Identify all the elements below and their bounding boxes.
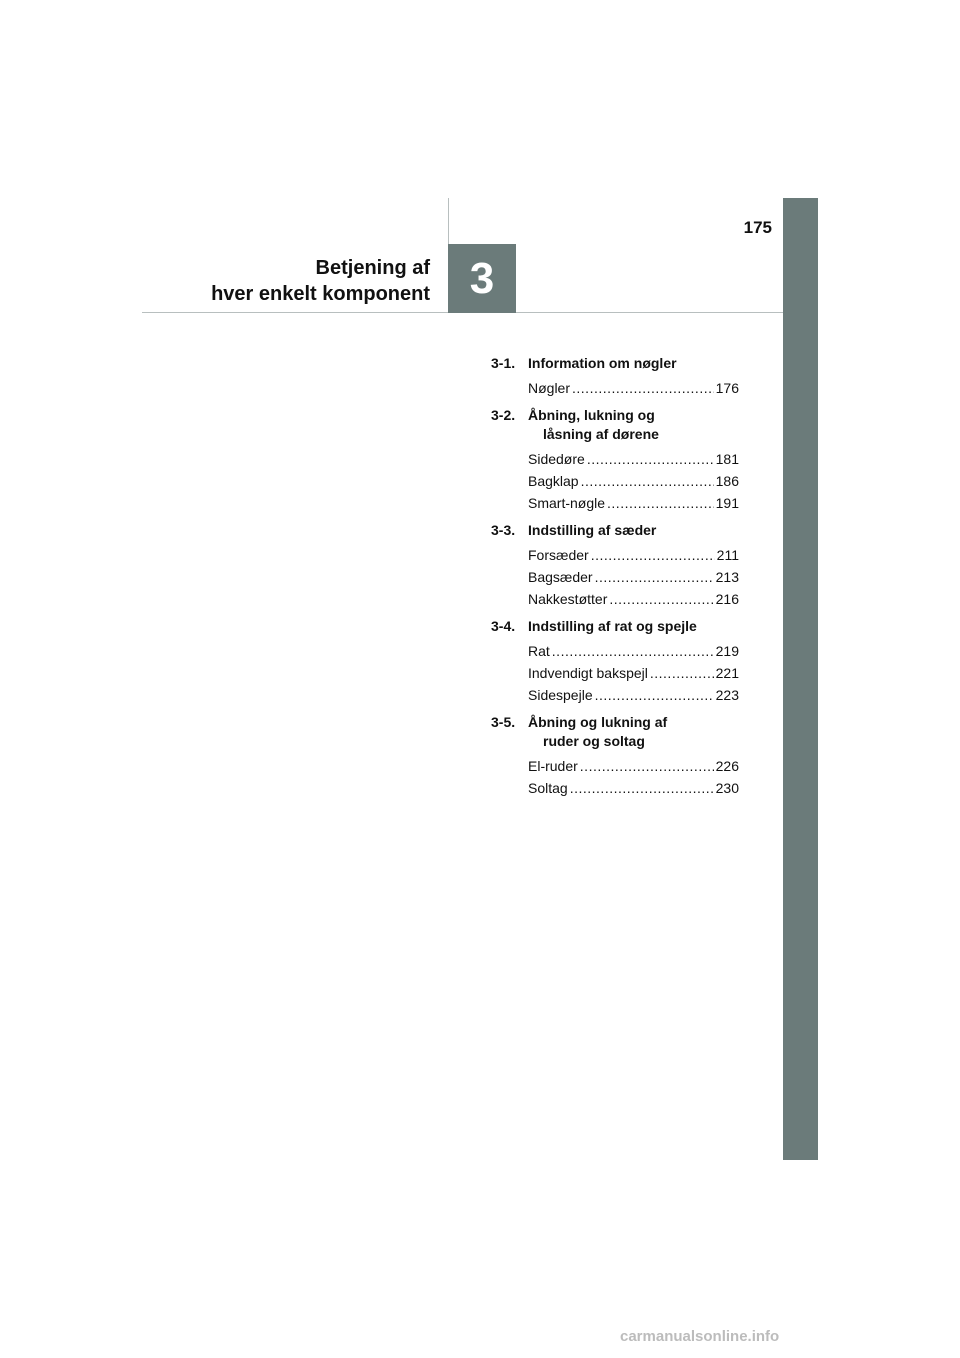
section-title	[528, 521, 739, 540]
entry-label: Bagklap	[528, 473, 579, 489]
toc-entry-smart-nogle[interactable]	[491, 492, 739, 514]
dot-leader	[650, 662, 714, 684]
chapter-number-box	[448, 244, 516, 313]
entry-page: 226	[715, 758, 739, 774]
entry-page: 216	[715, 591, 739, 607]
vertical-rule	[448, 198, 449, 244]
toc-entry-forsaeder[interactable]	[491, 544, 739, 566]
entry-label: Nakkestøtter	[528, 591, 608, 607]
entry-label: Bagsæder	[528, 569, 593, 585]
page-number: 175	[743, 218, 772, 237]
chapter-side-tab	[783, 198, 818, 1160]
entry-label: Smart-nøgle	[528, 495, 606, 511]
dot-leader	[587, 448, 714, 470]
entry-label: Sidespejle	[528, 687, 593, 703]
entry-page: 211	[716, 547, 739, 563]
toc-section-heading[interactable]	[491, 521, 739, 540]
entry-label: Soltag	[528, 780, 568, 796]
chapter-number: 3	[469, 253, 495, 303]
toc-section-heading[interactable]	[491, 617, 739, 636]
toc-entry-el-ruder[interactable]	[491, 755, 739, 777]
entry-label: Nøgler	[528, 380, 571, 396]
section-title-line: Information om nøgler	[528, 355, 677, 371]
section-number: 3-1.	[491, 355, 516, 371]
toc-section-3-3	[491, 521, 739, 610]
dot-leader	[609, 588, 713, 610]
toc-entry-bagsaeder[interactable]	[491, 566, 739, 588]
section-title	[528, 406, 739, 444]
dot-leader	[595, 684, 714, 706]
section-title-line: Åbning, lukning og	[528, 407, 655, 423]
dot-leader	[552, 640, 714, 662]
section-title	[528, 617, 739, 636]
toc-entry-bagklap[interactable]	[491, 470, 739, 492]
watermark: carmanualsonline.info	[620, 1328, 780, 1345]
entry-page: 230	[715, 780, 739, 796]
entry-page: 181	[715, 451, 739, 467]
chapter-title-line-1: Betjening af	[315, 257, 430, 279]
dot-leader	[607, 492, 714, 514]
section-number: 3-4.	[491, 618, 516, 634]
toc-section-3-2	[491, 406, 739, 514]
dot-leader	[580, 755, 714, 777]
entry-page: 186	[715, 473, 739, 489]
toc-entry-sidespejle[interactable]	[491, 684, 739, 706]
section-number: 3-2.	[491, 407, 516, 423]
table-of-contents	[491, 354, 739, 806]
entry-page: 223	[715, 687, 739, 703]
toc-entry-nogler[interactable]	[491, 377, 739, 399]
chapter-title	[211, 255, 430, 307]
dot-leader	[591, 544, 715, 566]
section-title-line: Indstilling af sæder	[528, 522, 657, 538]
entry-label: Rat	[528, 643, 550, 659]
entry-label: El-ruder	[528, 758, 578, 774]
chapter-title-line-2: hver enkelt komponent	[211, 283, 430, 305]
section-title-line: Åbning og lukning af	[528, 714, 668, 730]
toc-entry-sidedore[interactable]	[491, 448, 739, 470]
dot-leader	[572, 377, 714, 399]
entry-label: Forsæder	[528, 547, 589, 563]
entry-label: Indvendigt bakspejl	[528, 665, 648, 681]
toc-section-heading[interactable]	[491, 406, 739, 444]
dot-leader	[570, 777, 714, 799]
entry-page: 176	[715, 380, 739, 396]
toc-entry-rat[interactable]	[491, 640, 739, 662]
section-number: 3-3.	[491, 522, 516, 538]
section-number: 3-5.	[491, 714, 516, 730]
toc-entry-indvendigt-bakspejl[interactable]	[491, 662, 739, 684]
entry-page: 221	[715, 665, 739, 681]
section-title-line: Indstilling af rat og spejle	[528, 618, 697, 634]
section-title-line: ruder og soltag	[543, 733, 645, 749]
toc-entry-nakkestotter[interactable]	[491, 588, 739, 610]
toc-section-heading[interactable]	[491, 354, 739, 373]
toc-section-3-5	[491, 713, 739, 799]
toc-section-heading[interactable]	[491, 713, 739, 751]
entry-label: Sidedøre	[528, 451, 585, 467]
toc-section-3-1	[491, 354, 739, 399]
toc-section-3-4	[491, 617, 739, 706]
dot-leader	[581, 470, 714, 492]
section-title-line: låsning af dørene	[543, 426, 659, 442]
section-title	[528, 713, 739, 751]
dot-leader	[595, 566, 714, 588]
entry-page: 219	[715, 643, 739, 659]
toc-entry-soltag[interactable]	[491, 777, 739, 799]
section-title	[528, 354, 739, 373]
entry-page: 213	[715, 569, 739, 585]
entry-page: 191	[715, 495, 739, 511]
